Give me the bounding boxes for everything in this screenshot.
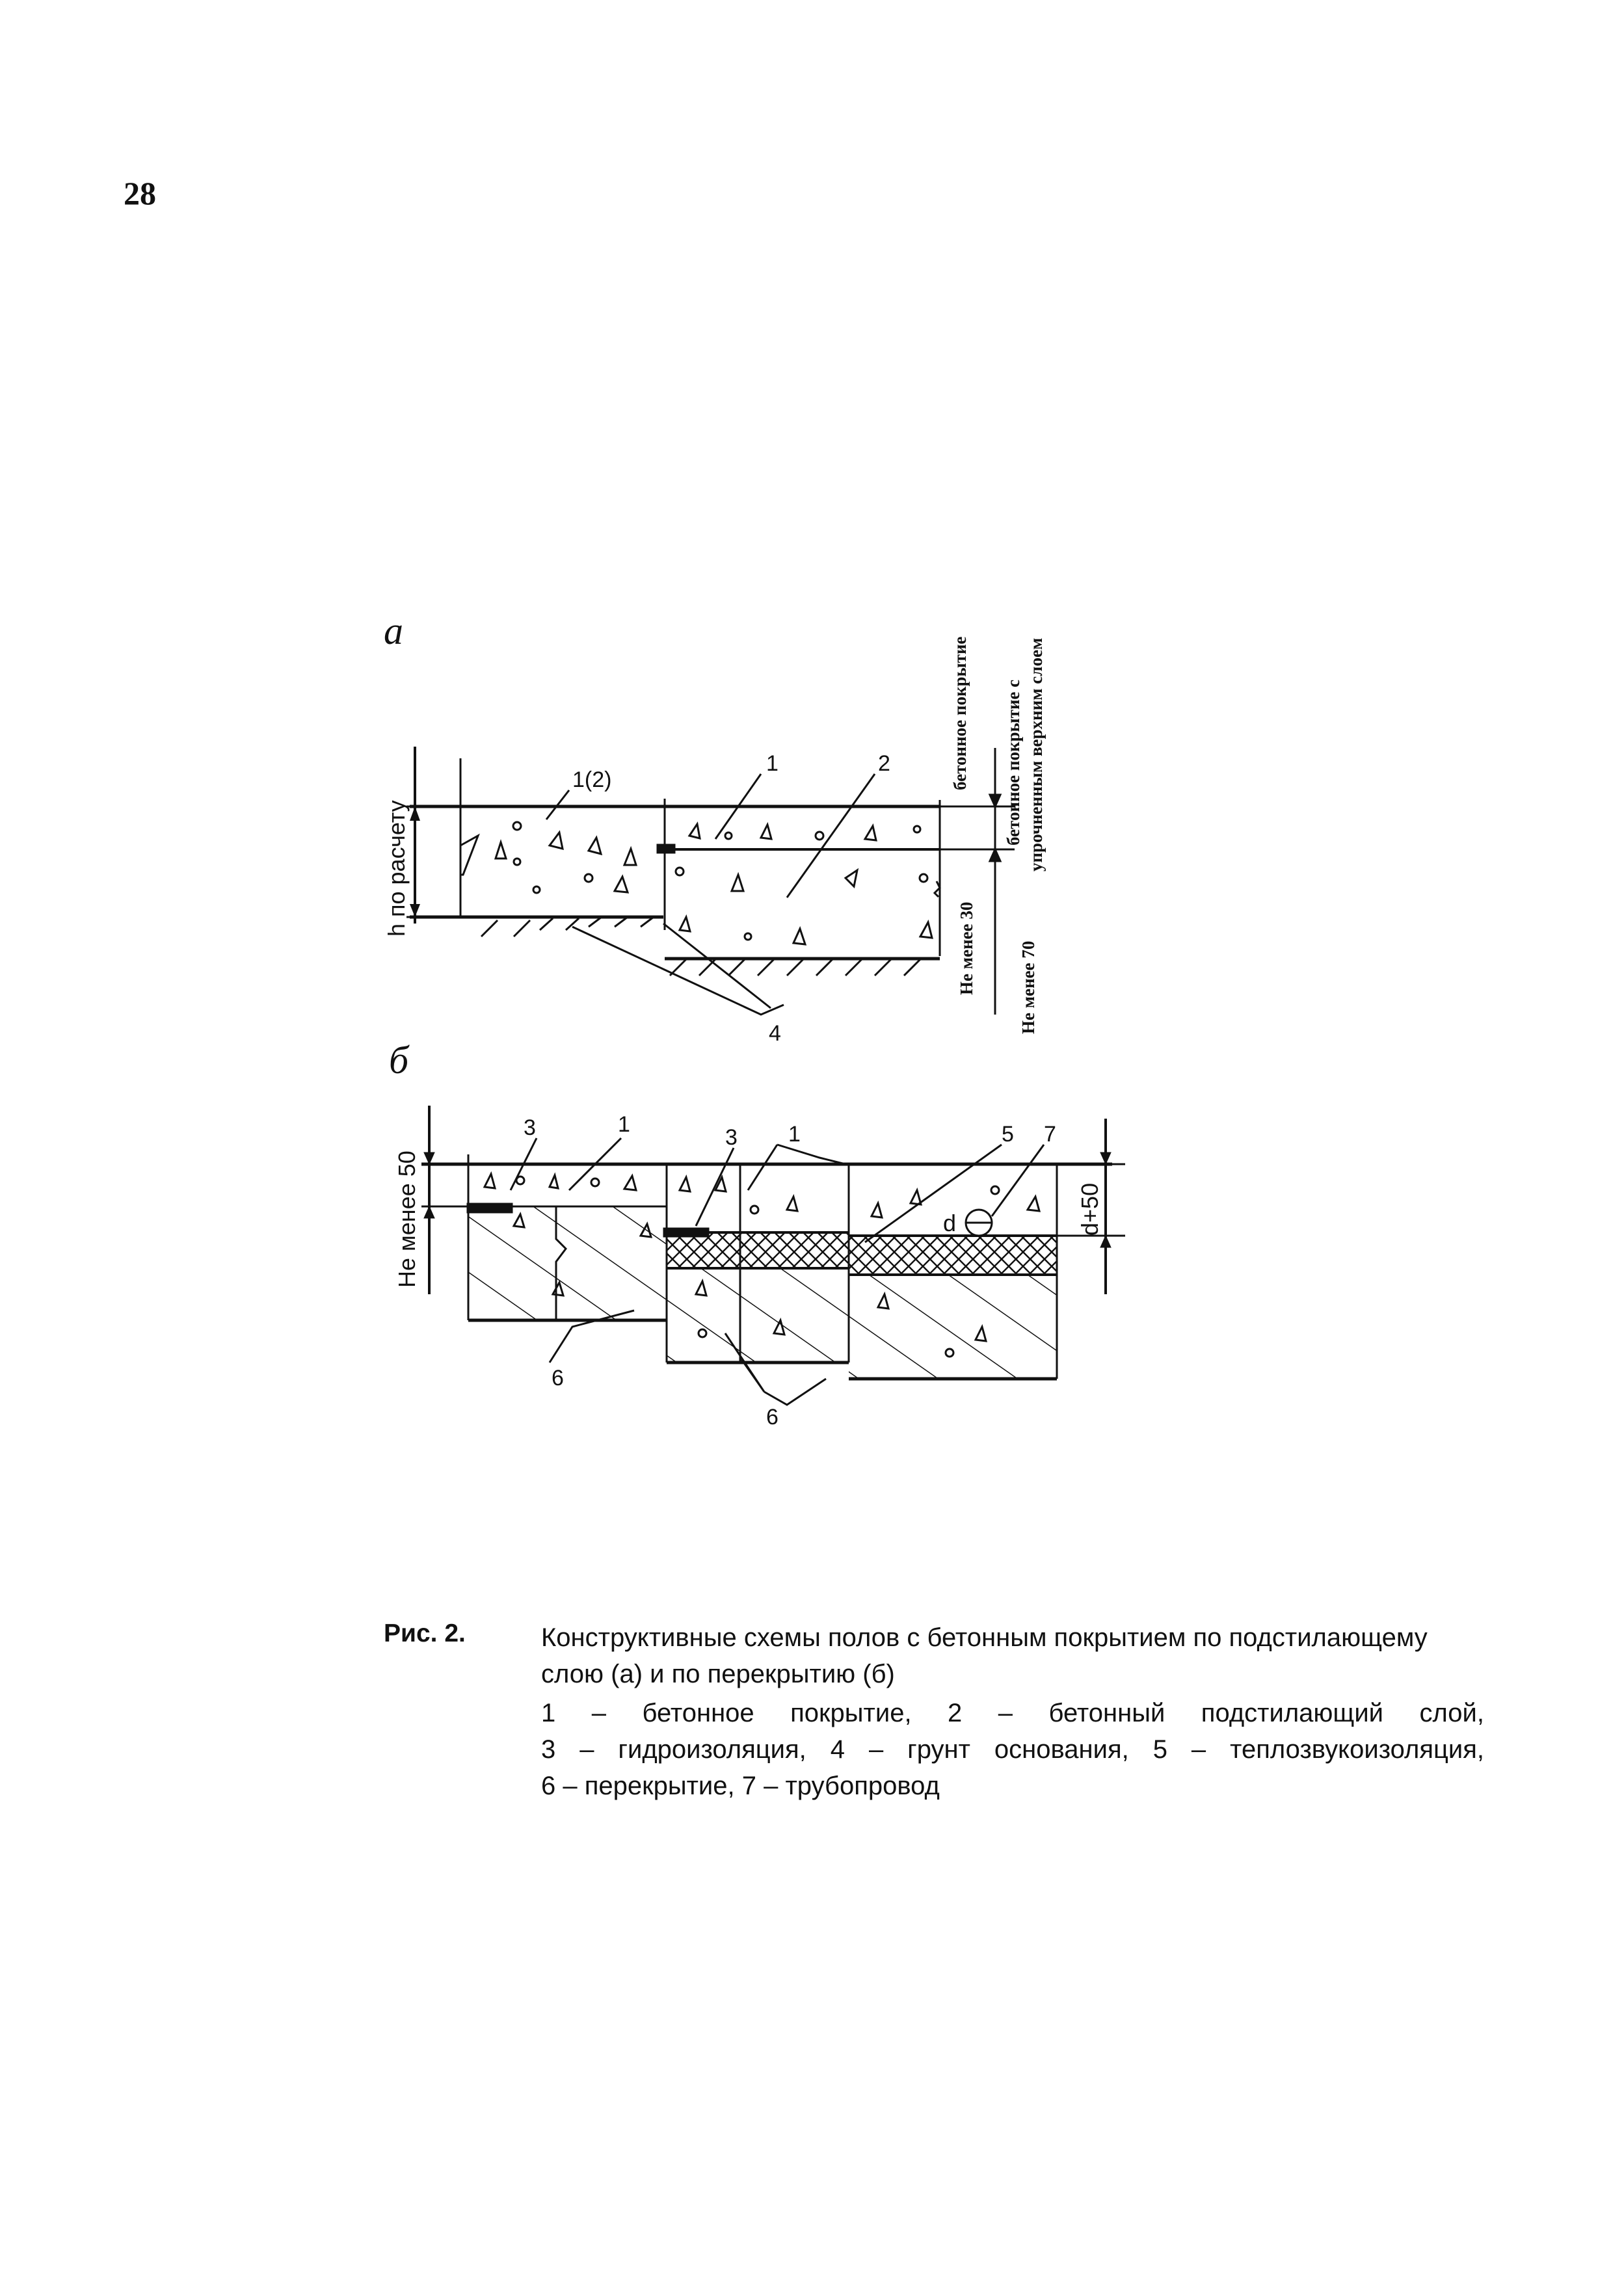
panel-b-label-6a: 6 xyxy=(552,1366,564,1390)
panel-b-label-1b: 1 xyxy=(788,1122,801,1147)
panel-a-ground xyxy=(481,917,920,1015)
panel-b-label-5: 5 xyxy=(1002,1122,1014,1147)
panel-a-label-1: 1 xyxy=(766,751,779,776)
panel-b-label-6b: 6 xyxy=(766,1405,779,1430)
panel-a-label-1-2: 1(2) xyxy=(572,767,612,792)
panel-b-letter: б xyxy=(389,1039,409,1082)
panel-b-block-left xyxy=(467,1154,667,1320)
figure-caption-legend xyxy=(541,1695,1484,1804)
panel-a-label-2: 2 xyxy=(878,751,890,776)
panel-a-letter: а xyxy=(384,609,403,652)
figure-caption-title: Конструктивные схемы полов с бетонным покрытием по подстилающему слою (а) и по перекрытию (б) xyxy=(541,1623,1428,1688)
panel-b-block-middle xyxy=(663,1164,849,1363)
panel-a-leaders xyxy=(546,774,875,898)
legend-line-1: 1 – бетонное покрытие, 2 – бетонный подстилающий слой, xyxy=(541,1699,1484,1727)
note-min-70: Не менее 70 xyxy=(1018,940,1038,1034)
panel-b-label-7: 7 xyxy=(1044,1122,1056,1147)
panel-b-block-right xyxy=(849,1164,1057,1379)
panel-a-slab-right xyxy=(657,799,940,959)
panel-a-dim-label: h по расчету xyxy=(383,800,410,937)
legend-line-2: 3 – гидроизоляция, 4 – грунт основания, 5 – теплозвукоизоляция, xyxy=(541,1735,1484,1764)
panel-a-left-dimension xyxy=(383,747,455,937)
note-hardened-coating-1: бетонное покрытие с xyxy=(1004,679,1023,845)
note-min-30: Не менее 30 xyxy=(957,901,976,995)
panel-b-dim-label: Не менее 50 xyxy=(393,1151,420,1288)
figure-caption-label: Рис. 2. xyxy=(384,1619,466,1647)
panel-b-label-1a: 1 xyxy=(618,1112,630,1137)
note-concrete-coating: бетонное покрытие xyxy=(950,636,970,790)
panel-a-slab-left xyxy=(410,758,940,917)
legend-line-3: 6 – перекрытие, 7 – трубопровод xyxy=(541,1772,940,1800)
note-hardened-coating-2: упрочненным верхним слоем xyxy=(1026,637,1046,871)
panel-b-dim-right-label: d+50 xyxy=(1076,1182,1103,1236)
panel-a-label-4: 4 xyxy=(769,1021,781,1046)
pipe-diameter-label: d xyxy=(943,1210,957,1236)
panel-b-label-3b: 3 xyxy=(725,1125,738,1150)
page-number: 28 xyxy=(124,175,156,211)
panel-b-label-3a: 3 xyxy=(524,1115,536,1140)
